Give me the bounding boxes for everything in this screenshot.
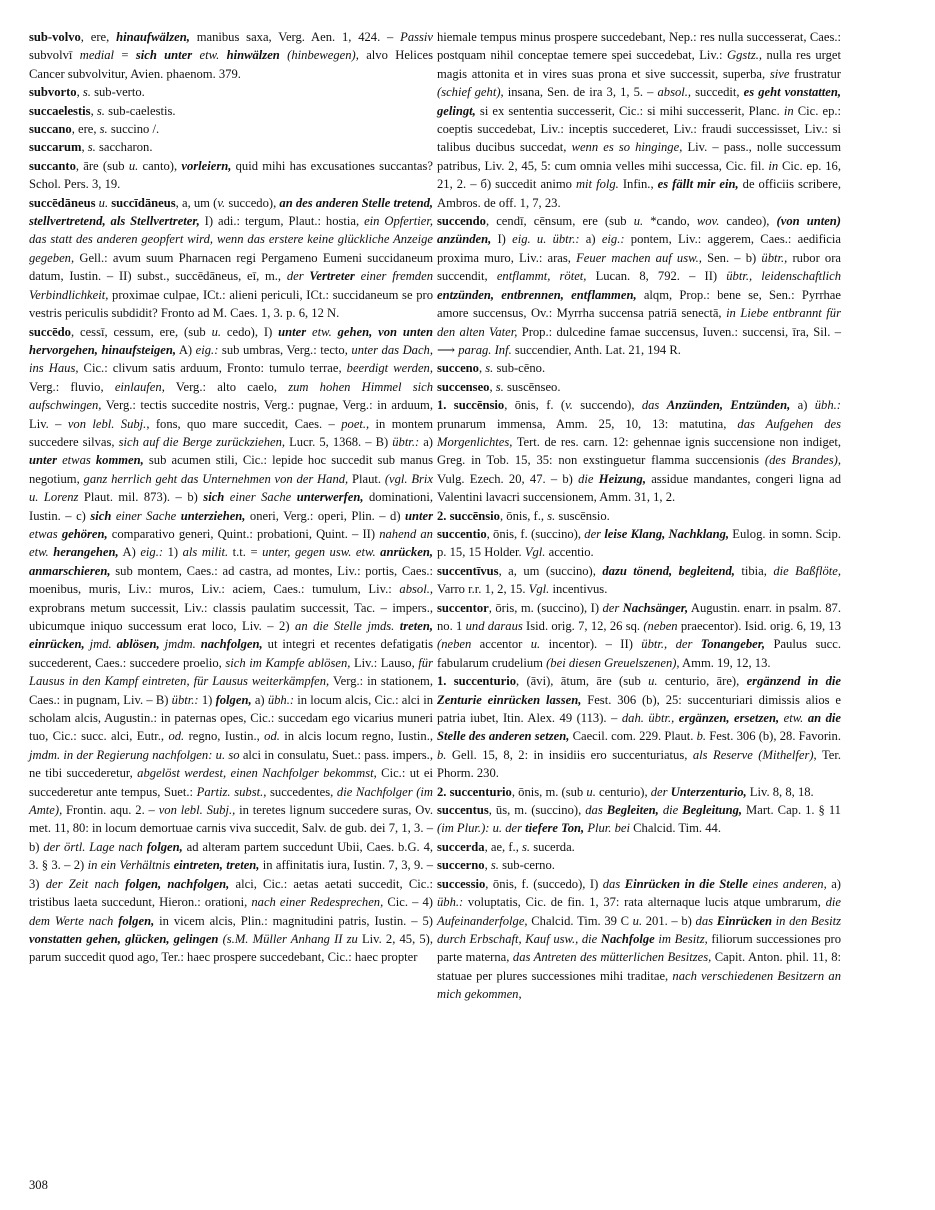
dictionary-entry: succentio, ōnis, f. (succino), der leise Klang, Nachklang, Eulog. in somn. Scip. p. 15, 15 Holder. Vgl. accentio. [437, 526, 841, 560]
dictionary-entry: hiemale tempus minus prospere succedebant, Nep.: res nulla successerat, Caes.: postquam nihil conceptae temere spei succedebat, Liv.: Ggstz., nulla res urget magis attonita et in vires suas prona et sive successit, superba, sive frustratur (schief geht), insana, Sen. de ira 3, 1, 5. – absol., succedit, es geht vonstatten, gelingt, si ex sententia successerit, Cic.: si mihi successerit, Planc. in Cic. ep.: coeptis succedebat, Liv.: inceptis succederet, Liv.: fraudi successisset, Liv.: si talibus ducibus succedat, wenn es so hinginge, Liv. – pass., nolle successum patribus, Liv. 2, 45, 5: cum omnia velles mihi successa, Cic. fil. in Cic. ep. 16, 21, 2. – б) succedit animo mit folg. Infin., es fällt mir ein, de officiis scribere, Ambros. de off. 1, 7, 23. [437, 30, 842, 210]
dictionary-entry: succēdāneus u. succīdāneus, a, um (v. succedo), an des anderen Stelle tretend, stellvertretend, als Stellvertreter, I) adi.: tergum, Plaut.: hostia, ein Opfertier, das statt des anderen geopfert wird, wenn das erstere keine glückliche Anzeige gegeben, Gell.: avum suum Pharnacen regi Pergameno Eumeni succidaneum datum, Iustin. – II) subst., succēdāneus, eī, m., der Vertreter einer fremden Verbindlichkeit, proximae culpae, ICt.: alieni periculi, ICt.: succidaneum se pro vestris periculis subdidit? Fronto ad M. Caes. 1, 3. p. 6, 12 N. [29, 195, 434, 321]
left-column [29, 28, 433, 967]
dictionary-entry: succentus, ūs, m. (succino), das Begleiten, die Begleitung, Mart. Cap. 1. § 11 (im Plur.): u. der tiefere Ton, Plur. bei Chalcid. Tim. 44. [437, 803, 841, 836]
dictionary-entry: succanto, āre (sub u. canto), vorleiern, quid mihi has excusationes succantas? Schol. Pers. 3, 19. [29, 158, 434, 192]
dictionary-entry: succēdo, cessī, cessum, ere, (sub u. cedo), I) unter etw. gehen, von unten hervorgehen, hinaufsteigen, A) eig.: sub umbras, Verg.: tecto, unter das Dach, ins Haus, Cic.: clivum satis arduum, Fronto: tumulo terrae, beerdigt werden, Verg.: fluvio, einlaufen, Verg.: alto caelo, zum hohen Himmel sich aufschwingen, Verg.: tectis succedite nostris, Verg.: pugnae, Verg.: in arduum, Liv. – von lebl. Subj., fons, quo mare succedit, Caes. – poet., in montem succedere silvas, sich auf die Berge zurückziehen, Lucr. 5, 1368. – B) übtr.: a) unter etwas kommen, sub acumen stili, Cic.: lepide hoc succedit sub manus negotium, ganz herrlich geht das Unternehmen von der Hand, Plaut. (vgl. Brix u. Lorenz Plaut. mil. 873). – b) sich einer Sache unterwerfen, dominationi, Iustin. – c) sich einer Sache unterziehen, oneri, Verg.: operi, Plin. – d) unter etwas gehören, comparativo generi, Quint.: probationi, Quint. – II) nahend an etw. herangehen, A) eig.: 1) als milit. t.t. = unter, gegen usw. etw. anrücken, anmarschieren, sub montem, Caes.: ad castra, ad montes, Liv.: portis, Caes.: moenibus, muris, Liv.: muros, Liv.: aciem, Caes.: tumulum, Liv.: absol., exprobrans metum successit, Liv.: classis paulatim successit, Tac. – impers., ubicumque iniquo successum erat loco, Liv. – 2) an die Stelle jmds. treten, einrücken, jmd. ablösen, jmdm. nachfolgen, ut integri et recentes defatigatis succederent, Caes.: succedere proelio, sich im Kampfe ablösen, Liv.: Lauso, für Lausus in den Kampf eintreten, für Lausus weiterkämpfen, Verg.: in stationem, Caes.: in pugnam, Liv. – B) übtr.: 1) folgen, a) übh.: in locum alcis, Cic.: alci in scholam alcis, Augustin.: in paternas opes, Cic.: succedam ego vicarius muneri tuo, Cic.: succ. alci, Eutr., od. regno, Iustin., od. in alcis locum regno, Iustin., jmdm. in der Regierung nachfolgen: u. so alci in consulatu, Suet.: pass. impers., ne tibi succederetur, abgelöst werdest, einen Nachfolger bekommst, Cic.: ut ei succederetur ante tempus, Suet.: Partiz. subst., succedentes, die Nachfolger (im Amte), Frontin. aqu. 2. – von lebl. Subj., in teretes lignum succedere suras, Ov. met. 11, 80: in locum demortuae carnis viva succedit, Salv. de gub. dei 7, 1, 3. – b) der örtl. Lage nach folgen, ad alteram partem succedunt Ubii, Caes. b.G. 4, 3. § 3. – 2) in ein Verhältnis eintreten, treten, in affinitatis iura, Iustin. 7, 3, 9. – 3) der Zeit nach folgen, nachfolgen, alci, Cic.: aetas aetati succedit, Cic.: tristibus laeta succedunt, Hieron.: orationi, nach einer Redesprechen, Cic. – 4) dem Werte nach folgen, in vicem alcis, Plin.: magnitudini patris, Iustin. – 5) vonstatten gehen, glücken, gelingen (s.M. Müller Anhang II zu Liv. 2, 45, 5), parum succedit quod ago, Ter.: haec prospere succedebant, Cic.: haec propter [29, 324, 434, 965]
dictionary-entry: subvorto, s. sub-verto. [29, 85, 145, 100]
dictionary-entry: 2. succenturio, ōnis, m. (sub u. centurio), der Unterzenturio, Liv. 8, 8, 18. [437, 784, 814, 799]
dictionary-entry: succano, ere, s. succino /. [29, 122, 160, 137]
dictionary-entry: successio, ōnis, f. (succedo), I) das Einrücken in die Stelle eines anderen, a) übh.: voluptatis, Cic. de fin. 1, 37: rata alternaque lucis atque umbrarum, die Aufeinanderfolge, Chalcid. Tim. 39 C u. 201. – b) das Einrücken in den Besitz durch Erbschaft, Kauf usw., die Nachfolge im Besitz, filiorum successiones pro parte materna, das Antreten des mütterlichen Besitzes, Capit. Anton. phil. 11, 8: statuae per plures successiones mihi traditae, nach verschiedenen Besitzern an mich gekommen, [437, 876, 842, 1002]
dictionary-entry: succendo, cendī, cēnsum, ere (sub u. *cando, wov. candeo), (von unten) anzünden, I) eig. u. übtr.: a) eig.: pontem, Liv.: aggerem, Caes.: aedificia proxima muro, Liv.: aras, Feuer machen auf usw., Sen. – b) übtr., rubor ora succendit, entflammt, rötet, Lucan. 8, 792. – II) übtr., leidenschaftlich entzünden, entbrennen, entflammen, alqm, Prop.: bene se, Sen.: Pyrrhae amore succensus, Ov.: Myrrha succensa patriā senectā, in Liebe entbrannt für den alten Vater, Prop.: dulcedine famae succensus, Iuven.: succensi, īra, Sil. – ⟶ parag. Inf. succendier, Anth. Lat. 21, 194 R. [437, 214, 842, 357]
dictionary-entry: 1. succenturio, (āvi), ātum, āre (sub u. centurio, āre), ergänzend in die Zenturie einrücken lassen, Fest. 306 (b), 25: succenturiari dimissis alios e patria iubet, Itin. Alex. 49 (113). – dah. übtr., ergänzen, ersetzen, etw. an die Stelle des anderen setzen, Caecil. com. 229. Plaut. b. Fest. 306 (b), 28. Favorin. b. Gell. 15, 8, 2: in insidiis ero succenturiatus, als Reserve (Mithelfer), Ter. Phorm. 230. [437, 674, 841, 781]
dictionary-entry: succeno, s. sub-cēno. [437, 361, 546, 376]
dictionary-entry: succerda, ae, f., s. sucerda. [437, 839, 575, 854]
dictionary-entry: succentīvus, a, um (succino), dazu tönend, begleitend, tibia, die Baßflöte, Varro r.r. 1, 2, 15. Vgl. incentivus. [437, 563, 841, 597]
dictionary-entry: succenseo, s. suscēnseo. [437, 379, 561, 394]
dictionary-entry: 2. succēnsio, ōnis, f., s. suscēnsio. [437, 508, 610, 523]
dictionary-entry: sub-volvo, ere, hinaufwälzen, manibus saxa, Verg. Aen. 1, 424. – Passiv subvolvī medial = sich unter etw. hinwälzen (hinbewegen), alvo Helices Cancer subvolvitur, Avien. phaenom. 379. [29, 30, 434, 81]
dictionary-entry: succaelestis, s. sub-caelestis. [29, 103, 176, 118]
dictionary-entry: succentor, ōris, m. (succino), I) der Nachsänger, Augustin. enarr. in psalm. 87. no. 1 und daraus Isid. orig. 7, 12, 26 sq. (neben praecentor). Isid. orig. 6, 19, 13 (neben accentor u. incentor). – II) übtr., der Tonangeber, Paulus succ. fabularum crudelium (bei diesen Greuelszenen), Amm. 19, 12, 13. [437, 600, 842, 670]
dictionary-entry: succarum, s. saccharon. [29, 140, 153, 155]
right-column [437, 28, 841, 1004]
dictionary-entry: 1. succēnsio, ōnis, f. (v. succendo), das Anzünden, Entzünden, a) übh.: prunarum immensa, Amm. 25, 10, 13: matutina, das Aufgehen des Morgenlichtes, Tert. de res. carn. 12: gehennae ignis succensione non indiget, Greg. in Tob. 15, 35: non exstinguetur flamma succensionis (des Brandes), Vulg. Ezech. 20, 47. – b) die Heizung, assidue mandantes, congeri ligna ad Valentini lavacri succensionem, Amm. 31, 1, 2. [437, 398, 842, 505]
page-number: 308 [29, 1178, 48, 1192]
dictionary-entry: succerno, s. sub-cerno. [437, 858, 555, 873]
